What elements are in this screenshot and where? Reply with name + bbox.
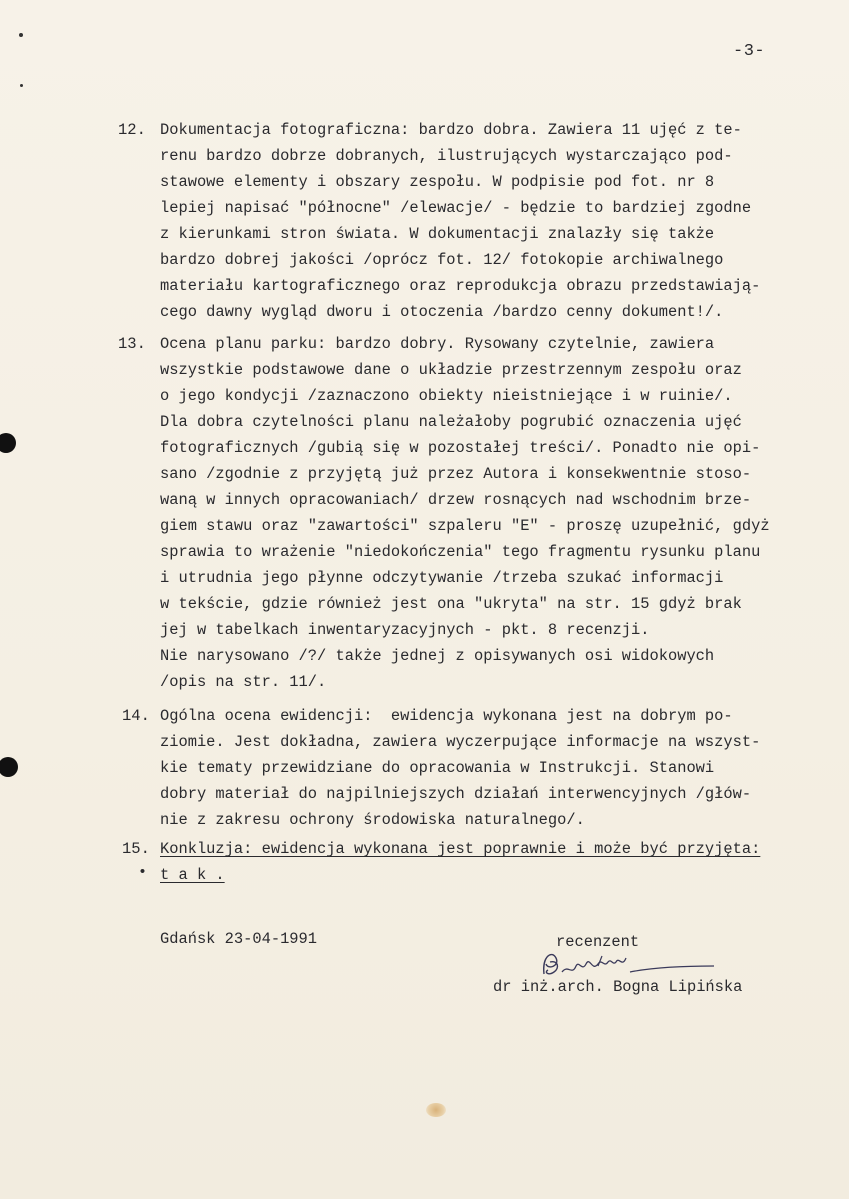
speck-mark — [19, 33, 23, 37]
text-line: cego dawny wygląd dworu i otoczenia /bardzo cenny dokument!/. — [160, 303, 724, 321]
punch-hole-top — [0, 433, 16, 453]
section-number: 13. — [118, 335, 146, 353]
reviewer-role: recenzent — [556, 933, 640, 951]
text-line: wszystkie podstawowe dane o układzie przestrzennym zespołu oraz — [160, 361, 742, 379]
section-number: 12. — [118, 121, 146, 139]
handwritten-signature — [538, 946, 718, 982]
reviewer-name: dr inż.arch. Bogna Lipińska — [493, 978, 743, 996]
text-line: materiału kartograficznego oraz reprodukcja obrazu przedstawiają- — [160, 277, 761, 295]
conclusion-line: Konkluzja: ewidencja wykonana jest poprawnie i może być przyjęta: — [160, 840, 761, 858]
page-number: -3- — [733, 42, 766, 61]
margin-dot: • — [138, 864, 148, 881]
text-line: z kierunkami stron świata. W dokumentacji znalazły się także — [160, 225, 715, 243]
text-line: o jego kondycji /zaznaczono obiekty nieistniejące i w ruinie/. — [160, 387, 733, 405]
section-number: 14. — [122, 707, 150, 725]
text-line: kie tematy przewidziane do opracowania w Instrukcji. Stanowi — [160, 759, 715, 777]
section-body — [160, 331, 840, 695]
place-date: Gdańsk 23-04-1991 — [160, 930, 318, 948]
text-line: /opis na str. 11/. — [160, 673, 327, 691]
text-line: lepiej napisać "północne" /elewacje/ - będzie to bardziej zgodne — [160, 199, 752, 217]
text-line: Ogólna ocena ewidencji: ewidencja wykonana jest na dobrym po- — [160, 707, 733, 725]
text-line: Ocena planu parku: bardzo dobry. Rysowany czytelnie, zawiera — [160, 335, 715, 353]
text-line: waną w innych opracowaniach/ drzew rosnących nad wschodnim brze- — [160, 491, 752, 509]
text-line: sano /zgodnie z przyjętą już przez Autora i konsekwentnie stoso- — [160, 465, 752, 483]
text-line: bardzo dobrej jakości /oprócz fot. 12/ fotokopie archiwalnego — [160, 251, 724, 269]
text-line: i utrudnia jego płynne odczytywanie /trzeba szukać informacji — [160, 569, 724, 587]
text-line: Dokumentacja fotograficzna: bardzo dobra. Zawiera 11 ujęć z te- — [160, 121, 742, 139]
text-line: ziomie. Jest dokładna, zawiera wyczerpujące informacje na wszyst- — [160, 733, 761, 751]
paper-stain — [426, 1103, 446, 1117]
text-line: Nie narysowano /?/ także jednej z opisywanych osi widokowych — [160, 647, 715, 665]
text-line: Dla dobra czytelności planu należałoby pogrubić oznaczenia ujęć — [160, 413, 742, 431]
conclusion-verdict: t a k . — [160, 866, 225, 884]
text-line: dobry materiał do najpilniejszych działań interwencyjnych /głów- — [160, 785, 752, 803]
section-body — [160, 703, 840, 833]
text-line: renu bardzo dobrze dobranych, ilustrujących wystarczająco pod- — [160, 147, 733, 165]
section-number: 15. — [122, 840, 150, 858]
section-body — [160, 117, 840, 325]
text-line: w tekście, gdzie również jest ona "ukryta" na str. 15 gdyż brak — [160, 595, 742, 613]
text-line: giem stawu oraz "zawartości" szpaleru "E" - proszę uzupełnić, gdyż — [160, 517, 770, 535]
text-line: stawowe elementy i obszary zespołu. W podpisie pod fot. nr 8 — [160, 173, 715, 191]
text-line: fotograficznych /gubią się w pozostałej treści/. Ponadto nie opi- — [160, 439, 761, 457]
section-body — [160, 836, 840, 888]
text-line: jej w tabelkach inwentaryzacyjnych - pkt. 8 recenzji. — [160, 621, 650, 639]
text-line: nie z zakresu ochrony środowiska naturalnego/. — [160, 811, 585, 829]
speck-mark — [20, 84, 23, 87]
text-line: sprawia to wrażenie "niedokończenia" tego fragmentu rysunku planu — [160, 543, 761, 561]
punch-hole-bottom — [0, 757, 18, 777]
